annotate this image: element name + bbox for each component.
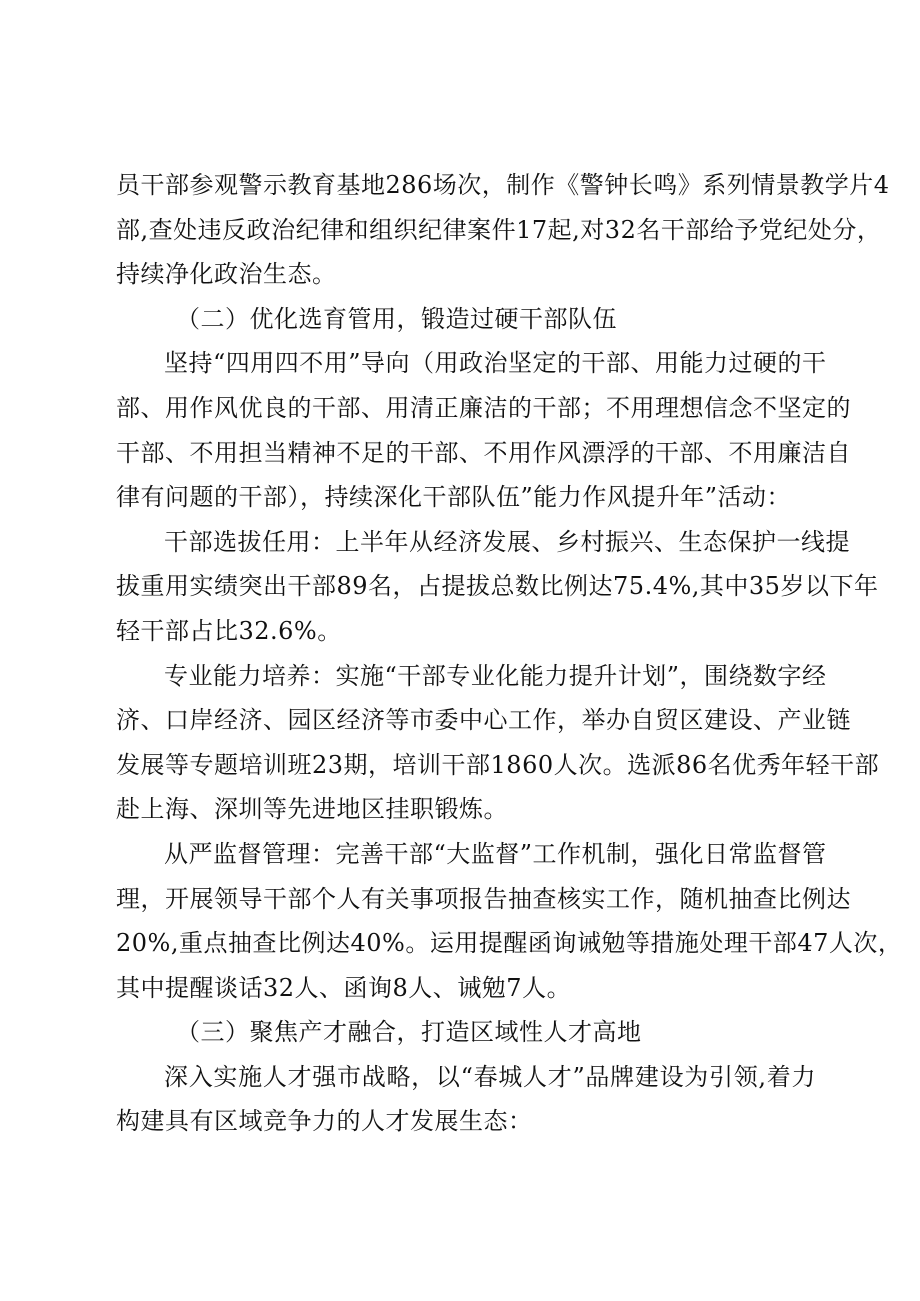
text-line: 其中提醒谈话32人、函询8人、诫勉7人。 bbox=[116, 973, 572, 1002]
text-line: 20%,重点抽查比例达40%。运用提醒函询诫勉等措施处理干部47人次， bbox=[116, 929, 903, 958]
text-line: 持续净化政治生态。 bbox=[116, 260, 337, 289]
text-line: 轻干部占比32.6%。 bbox=[116, 616, 342, 645]
section-heading: （二）优化选育管用，锻造过硬干部队伍 bbox=[176, 304, 617, 333]
text-line: 干部、不用担当精神不足的干部、不用作风漂浮的干部、不用廉洁自 bbox=[116, 438, 851, 467]
text-line: 坚持“四用四不用”导向（用政治坚定的干部、用能力过硬的干 bbox=[164, 349, 827, 378]
text-line: 部、用作风优良的干部、用清正廉洁的干部；不用理想信念不坚定的 bbox=[116, 393, 851, 422]
document-body bbox=[116, 164, 903, 1145]
text-line: 济、口岸经济、园区经济等市委中心工作，举办自贸区建设、产业链 bbox=[116, 706, 851, 735]
text-line: 干部选拔任用：上半年从经济发展、乡村振兴、生态保护一线提 bbox=[164, 527, 850, 556]
text-line: 部,查处违反政治纪律和组织纪律案件17起,对32名干部给予党纪处分， bbox=[116, 215, 882, 244]
text-line: 专业能力培养：实施“干部专业化能力提升计划”，围绕数字经 bbox=[164, 661, 827, 690]
text-line: 深入实施人才强市战略，以“春城人才”品牌建设为引领,着力 bbox=[164, 1062, 816, 1091]
text-line: 发展等专题培训班23期，培训干部1860人次。选派86名优秀年轻干部 bbox=[116, 750, 880, 779]
text-line: 理，开展领导干部个人有关事项报告抽查核实工作，随机抽查比例达 bbox=[116, 884, 851, 913]
text-line: 构建具有区域竞争力的人才发展生态： bbox=[116, 1107, 533, 1136]
text-line: 员干部参观警示教育基地286场次，制作《警钟长鸣》系列情景教学片4 bbox=[116, 171, 890, 199]
section-heading: （三）聚焦产才融合，打造区域性人才高地 bbox=[176, 1018, 642, 1047]
text-line: 赴上海、深圳等先进地区挂职锻炼。 bbox=[116, 795, 508, 824]
text-line: 拔重用实绩突出干部89名，占提拔总数比例达75.4%,其中35岁以下年 bbox=[116, 572, 879, 601]
text-line: 律有问题的干部），持续深化干部队伍”能力作风提升年”活动： bbox=[116, 483, 792, 512]
text-line: 从严监督管理：完善干部“大监督”工作机制，强化日常监督管 bbox=[164, 839, 827, 868]
